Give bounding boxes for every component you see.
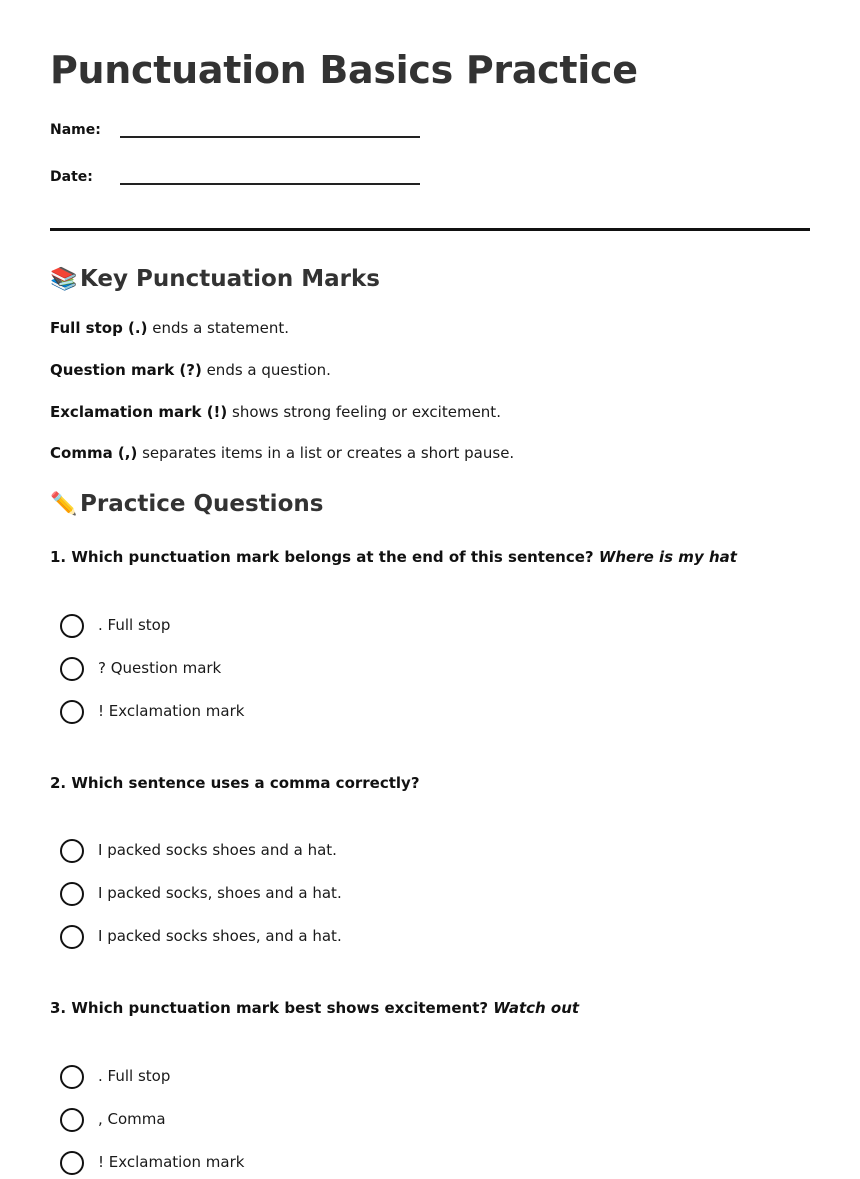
q1-option-3[interactable] <box>60 700 560 728</box>
question-prompt: 1. Which punctuation mark belongs at the end of this sentence? <box>50 548 599 566</box>
radio-button[interactable] <box>60 614 84 638</box>
q3-option-1[interactable] <box>60 1065 560 1093</box>
option-label: . Full stop <box>98 616 171 634</box>
definition-text: ends a question. <box>201 361 331 379</box>
definition-exclamation-mark <box>50 403 501 421</box>
q1-option-2[interactable] <box>60 657 560 685</box>
definition-comma <box>50 444 514 462</box>
option-label: I packed socks shoes and a hat. <box>98 841 337 859</box>
q3-option-2[interactable] <box>60 1108 560 1136</box>
page-title: Punctuation Basics Practice <box>50 48 638 92</box>
pencil-icon: ✏️ <box>50 492 78 517</box>
definition-text: separates items in a list or creates a short pause. <box>137 444 515 462</box>
question-prompt: 3. Which punctuation mark best shows excitement? <box>50 999 494 1017</box>
question-3 <box>50 999 579 1017</box>
option-label: , Comma <box>98 1110 166 1128</box>
option-label: I packed socks, shoes and a hat. <box>98 884 342 902</box>
definition-term: Exclamation mark (!) <box>50 403 228 421</box>
definition-text: shows strong feeling or excitement. <box>227 403 501 421</box>
question-example: Where is my hat <box>598 548 737 566</box>
question-2 <box>50 774 420 792</box>
question-prompt: 2. Which sentence uses a comma correctly? <box>50 774 420 792</box>
option-label: . Full stop <box>98 1067 171 1085</box>
radio-button[interactable] <box>60 1108 84 1132</box>
q2-option-3[interactable] <box>60 925 560 953</box>
header-divider <box>50 228 810 231</box>
option-label: I packed socks shoes, and a hat. <box>98 927 342 945</box>
q1-option-1[interactable] <box>60 614 560 642</box>
option-label: ? Question mark <box>98 659 222 677</box>
radio-button[interactable] <box>60 925 84 949</box>
q3-option-3[interactable] <box>60 1151 560 1179</box>
option-label: ! Exclamation mark <box>98 1153 245 1171</box>
name-field-row <box>50 122 470 152</box>
practice-section-title: Practice Questions <box>80 491 324 517</box>
books-icon: 📚 <box>50 267 78 292</box>
radio-button[interactable] <box>60 839 84 863</box>
practice-section-heading <box>50 491 323 517</box>
date-field-row <box>50 169 470 199</box>
date-field[interactable] <box>120 183 420 185</box>
radio-button[interactable] <box>60 1151 84 1175</box>
q2-option-2[interactable] <box>60 882 560 910</box>
definition-term: Full stop (.) <box>50 319 148 337</box>
question-example: Watch out <box>493 999 580 1017</box>
definition-full-stop <box>50 319 289 337</box>
question-1 <box>50 548 737 566</box>
radio-button[interactable] <box>60 700 84 724</box>
option-label: ! Exclamation mark <box>98 702 245 720</box>
key-section-title: Key Punctuation Marks <box>80 266 380 292</box>
name-label: Name: <box>50 122 101 138</box>
name-field[interactable] <box>120 136 420 138</box>
radio-button[interactable] <box>60 882 84 906</box>
q2-option-1[interactable] <box>60 839 560 867</box>
definition-question-mark <box>50 361 331 379</box>
radio-button[interactable] <box>60 657 84 681</box>
definition-text: ends a statement. <box>147 319 290 337</box>
key-section-heading <box>50 266 380 292</box>
definition-term: Question mark (?) <box>50 361 202 379</box>
definition-term: Comma (,) <box>50 444 138 462</box>
radio-button[interactable] <box>60 1065 84 1089</box>
date-label: Date: <box>50 169 93 185</box>
